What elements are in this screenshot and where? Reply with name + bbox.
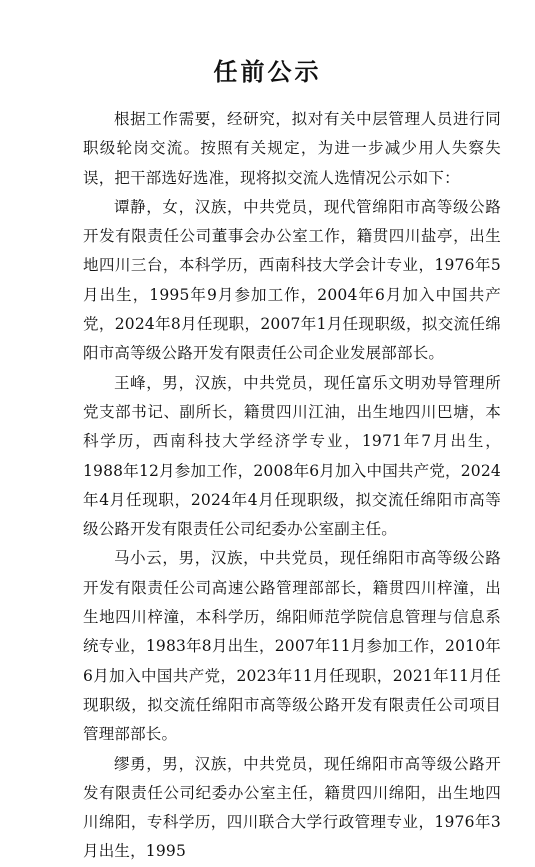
- candidate-paragraph-wang-feng: 王峰，男，汉族，中共党员，现任富乐文明劝导管理所党支部书记、副所长，籍贯四川江油，出生地四川巴塘，本科学历，西南科技大学经济学专业，1971年7月出生，1988年12月参加工作，2008年6月加入中国共产党，2024年4月任现职，2024年4月任现职级，拟交流任绵阳市高等级公路开发有限责任公司纪委办公室副主任。: [83, 373, 501, 539]
- intro-paragraph: 根据工作需要，经研究，拟对有关中层管理人员进行同职级轮岗交流。按照有关规定，为进一步减少用人失察失误，把干部选好选准，现将拟交流人选情况公示如下：: [83, 110, 501, 187]
- document-body: [83, 105, 501, 867]
- candidate-paragraph-ma-xiaoyun: 马小云，男，汉族，中共党员，现任绵阳市高等级公路开发有限责任公司高速公路管理部部长，籍贯四川梓潼，出生地四川梓潼，本科学历，绵阳师范学院信息管理与信息系统专业，1983年8月出生，2007年11月参加工作，2010年6月加入中国共产党，2023年11月任现职，2021年11月任现职级，拟交流任绵阳市高等级公路开发有限责任公司项目管理部部长。: [83, 549, 501, 744]
- candidate-paragraph-miao-yong: 缪勇，男，汉族，中共党员，现任绵阳市高等级公路开发有限责任公司纪委办公室主任，籍贯四川绵阳，出生地四川绵阳，专科学历，四川联合大学行政管理专业，1976年3月出生，1995: [83, 754, 501, 861]
- document-title: 任前公示: [213, 58, 322, 86]
- candidate-paragraph-tan-jing: 谭静，女，汉族，中共党员，现代管绵阳市高等级公路开发有限责任公司董事会办公室工作，籍贯四川盐亭，出生地四川三台，本科学历，西南科技大学会计专业，1976年5月出生，1995年9月参加工作，2004年6月加入中国共产党，2024年8月任现职，2007年1月任现职级，拟交流任绵阳市高等级公路开发有限责任公司企业发展部部长。: [83, 197, 501, 363]
